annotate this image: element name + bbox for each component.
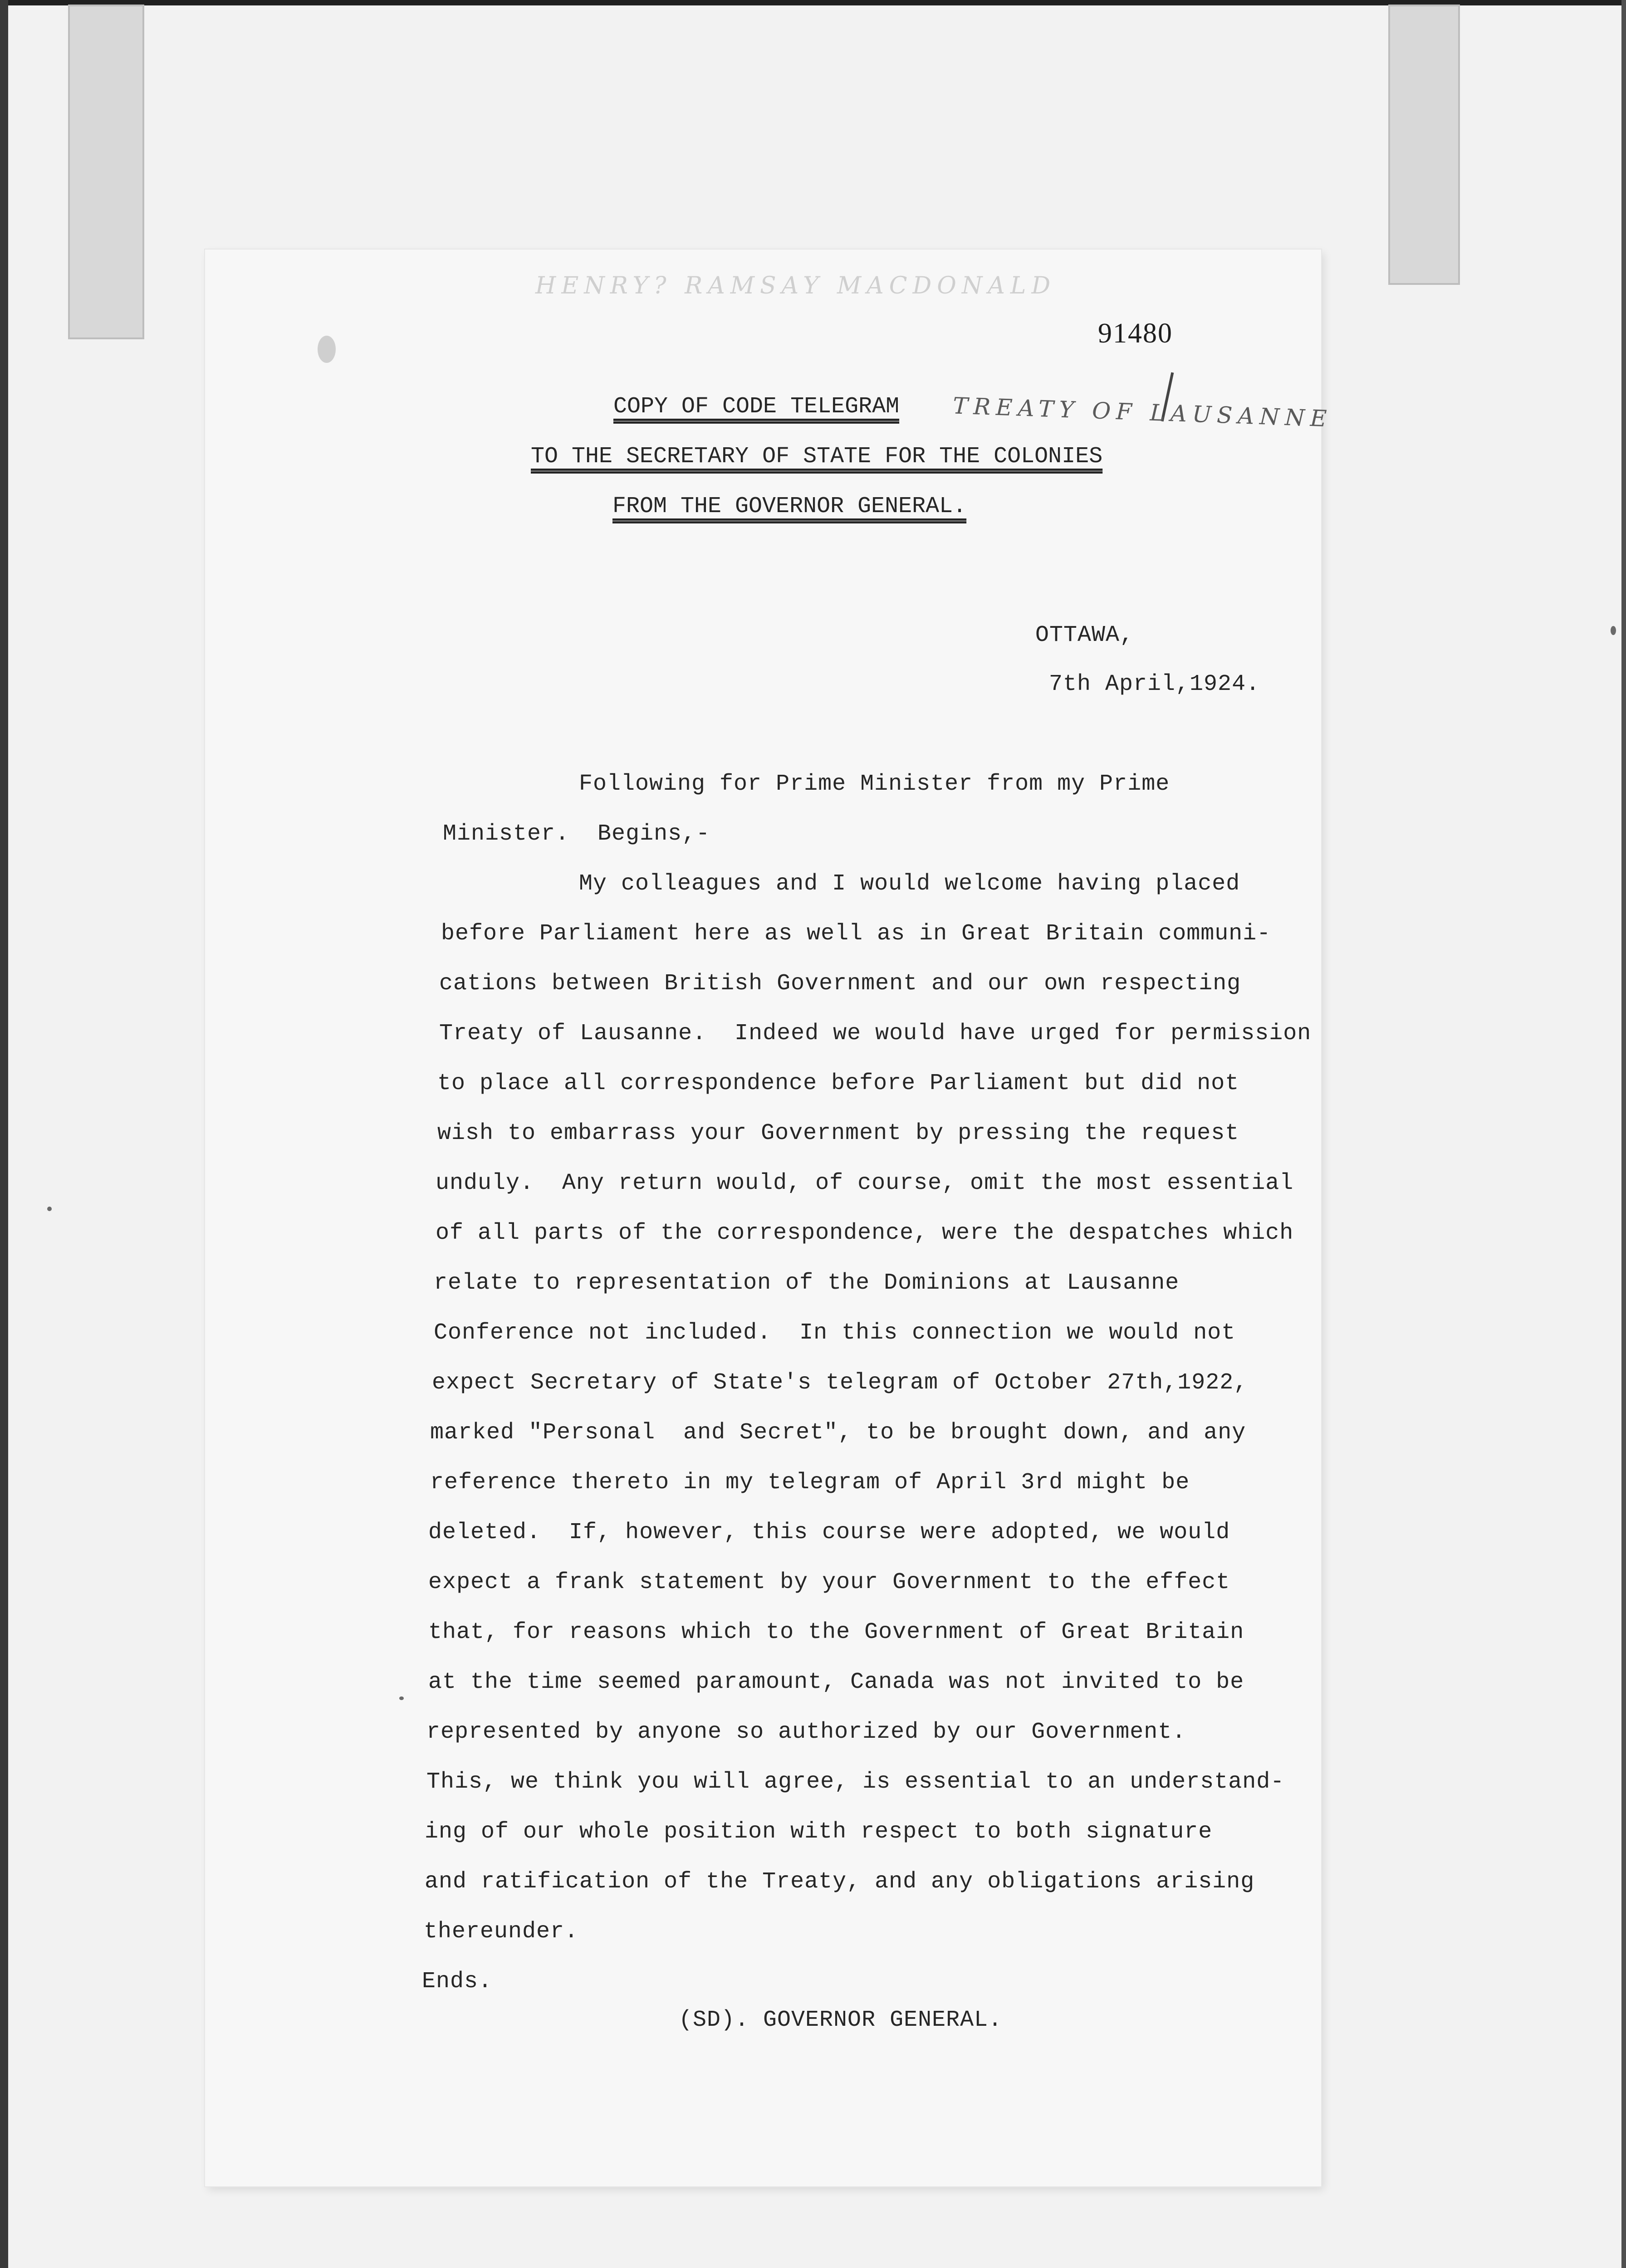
- heading-line-3: FROM THE GOVERNOR GENERAL.: [612, 494, 967, 519]
- date: 7th April,1924.: [1049, 671, 1260, 697]
- body-line: of all parts of the correspondence, were the despatches which: [436, 1220, 1294, 1246]
- body-line: marked "Personal and Secret", to be brought down, and any: [430, 1420, 1246, 1446]
- film-speck: [47, 1207, 52, 1211]
- body-line: My colleagues and I would welcome having placed: [579, 871, 1240, 897]
- place: OTTAWA,: [1035, 622, 1134, 648]
- body-line: relate to representation of the Dominions at Lausanne: [434, 1270, 1180, 1296]
- heading-line-1: COPY OF CODE TELEGRAM: [613, 394, 900, 420]
- signature: (SD). GOVERNOR GENERAL.: [679, 2007, 1003, 2033]
- body-line: thereunder.: [424, 1919, 579, 1945]
- body-line: Minister. Begins,-: [443, 821, 710, 847]
- handwritten-note-top: HENRY? RAMSAY MACDONALD: [535, 272, 1056, 299]
- body-line: Conference not included. In this connection we would not: [434, 1320, 1236, 1346]
- body-line: Treaty of Lausanne. Indeed we would have urged for permission: [439, 1021, 1312, 1046]
- film-edge-top: [0, 0, 1626, 5]
- tape-strip: [1388, 5, 1460, 285]
- body-line: Following for Prime Minister from my Prime: [579, 771, 1170, 797]
- body-line: represented by anyone so authorized by our Government.: [426, 1719, 1186, 1745]
- body-line: that, for reasons which to the Government of Great Britain: [428, 1619, 1244, 1645]
- telegram-page: [205, 249, 1321, 2186]
- body-line: reference thereto in my telegram of April 3rd might be: [430, 1470, 1190, 1496]
- body-line: unduly. Any return would, of course, omit the most essential: [436, 1170, 1294, 1196]
- body-line: at the time seemed paramount, Canada was not invited to be: [428, 1669, 1244, 1695]
- body-line: This, we think you will agree, is essential to an understand-: [426, 1769, 1285, 1795]
- paper-mark: [318, 336, 336, 363]
- film-edge-right: [1621, 0, 1626, 2268]
- body-line: expect Secretary of State's telegram of October 27th,1922,: [432, 1370, 1248, 1396]
- body-line: and ratification of the Treaty, and any obligations arising: [425, 1869, 1255, 1895]
- tape-strip: [68, 5, 144, 339]
- body-line: deleted. If, however, this course were adopted, we would: [428, 1520, 1230, 1545]
- document-number: 91480: [1098, 318, 1173, 349]
- body-line: before Parliament here as well as in Great Britain communi-: [441, 921, 1271, 947]
- body-line: expect a frank statement by your Government to the effect: [428, 1569, 1230, 1595]
- film-edge-left: [0, 0, 8, 2268]
- body-line: Ends.: [422, 1969, 493, 1994]
- body-line: wish to embarrass your Government by pressing the request: [437, 1120, 1239, 1146]
- film-speck: [399, 1696, 404, 1700]
- body-line: ing of our whole position with respect to both signature: [425, 1819, 1213, 1845]
- body-line: cations between British Government and our own respecting: [439, 971, 1241, 997]
- heading-line-2: TO THE SECRETARY OF STATE FOR THE COLONIES: [531, 444, 1103, 469]
- film-speck: [1611, 626, 1616, 635]
- body-line: to place all correspondence before Parliament but did not: [437, 1070, 1239, 1096]
- handwritten-subject: TREATY OF LAUSANNE: [952, 392, 1333, 432]
